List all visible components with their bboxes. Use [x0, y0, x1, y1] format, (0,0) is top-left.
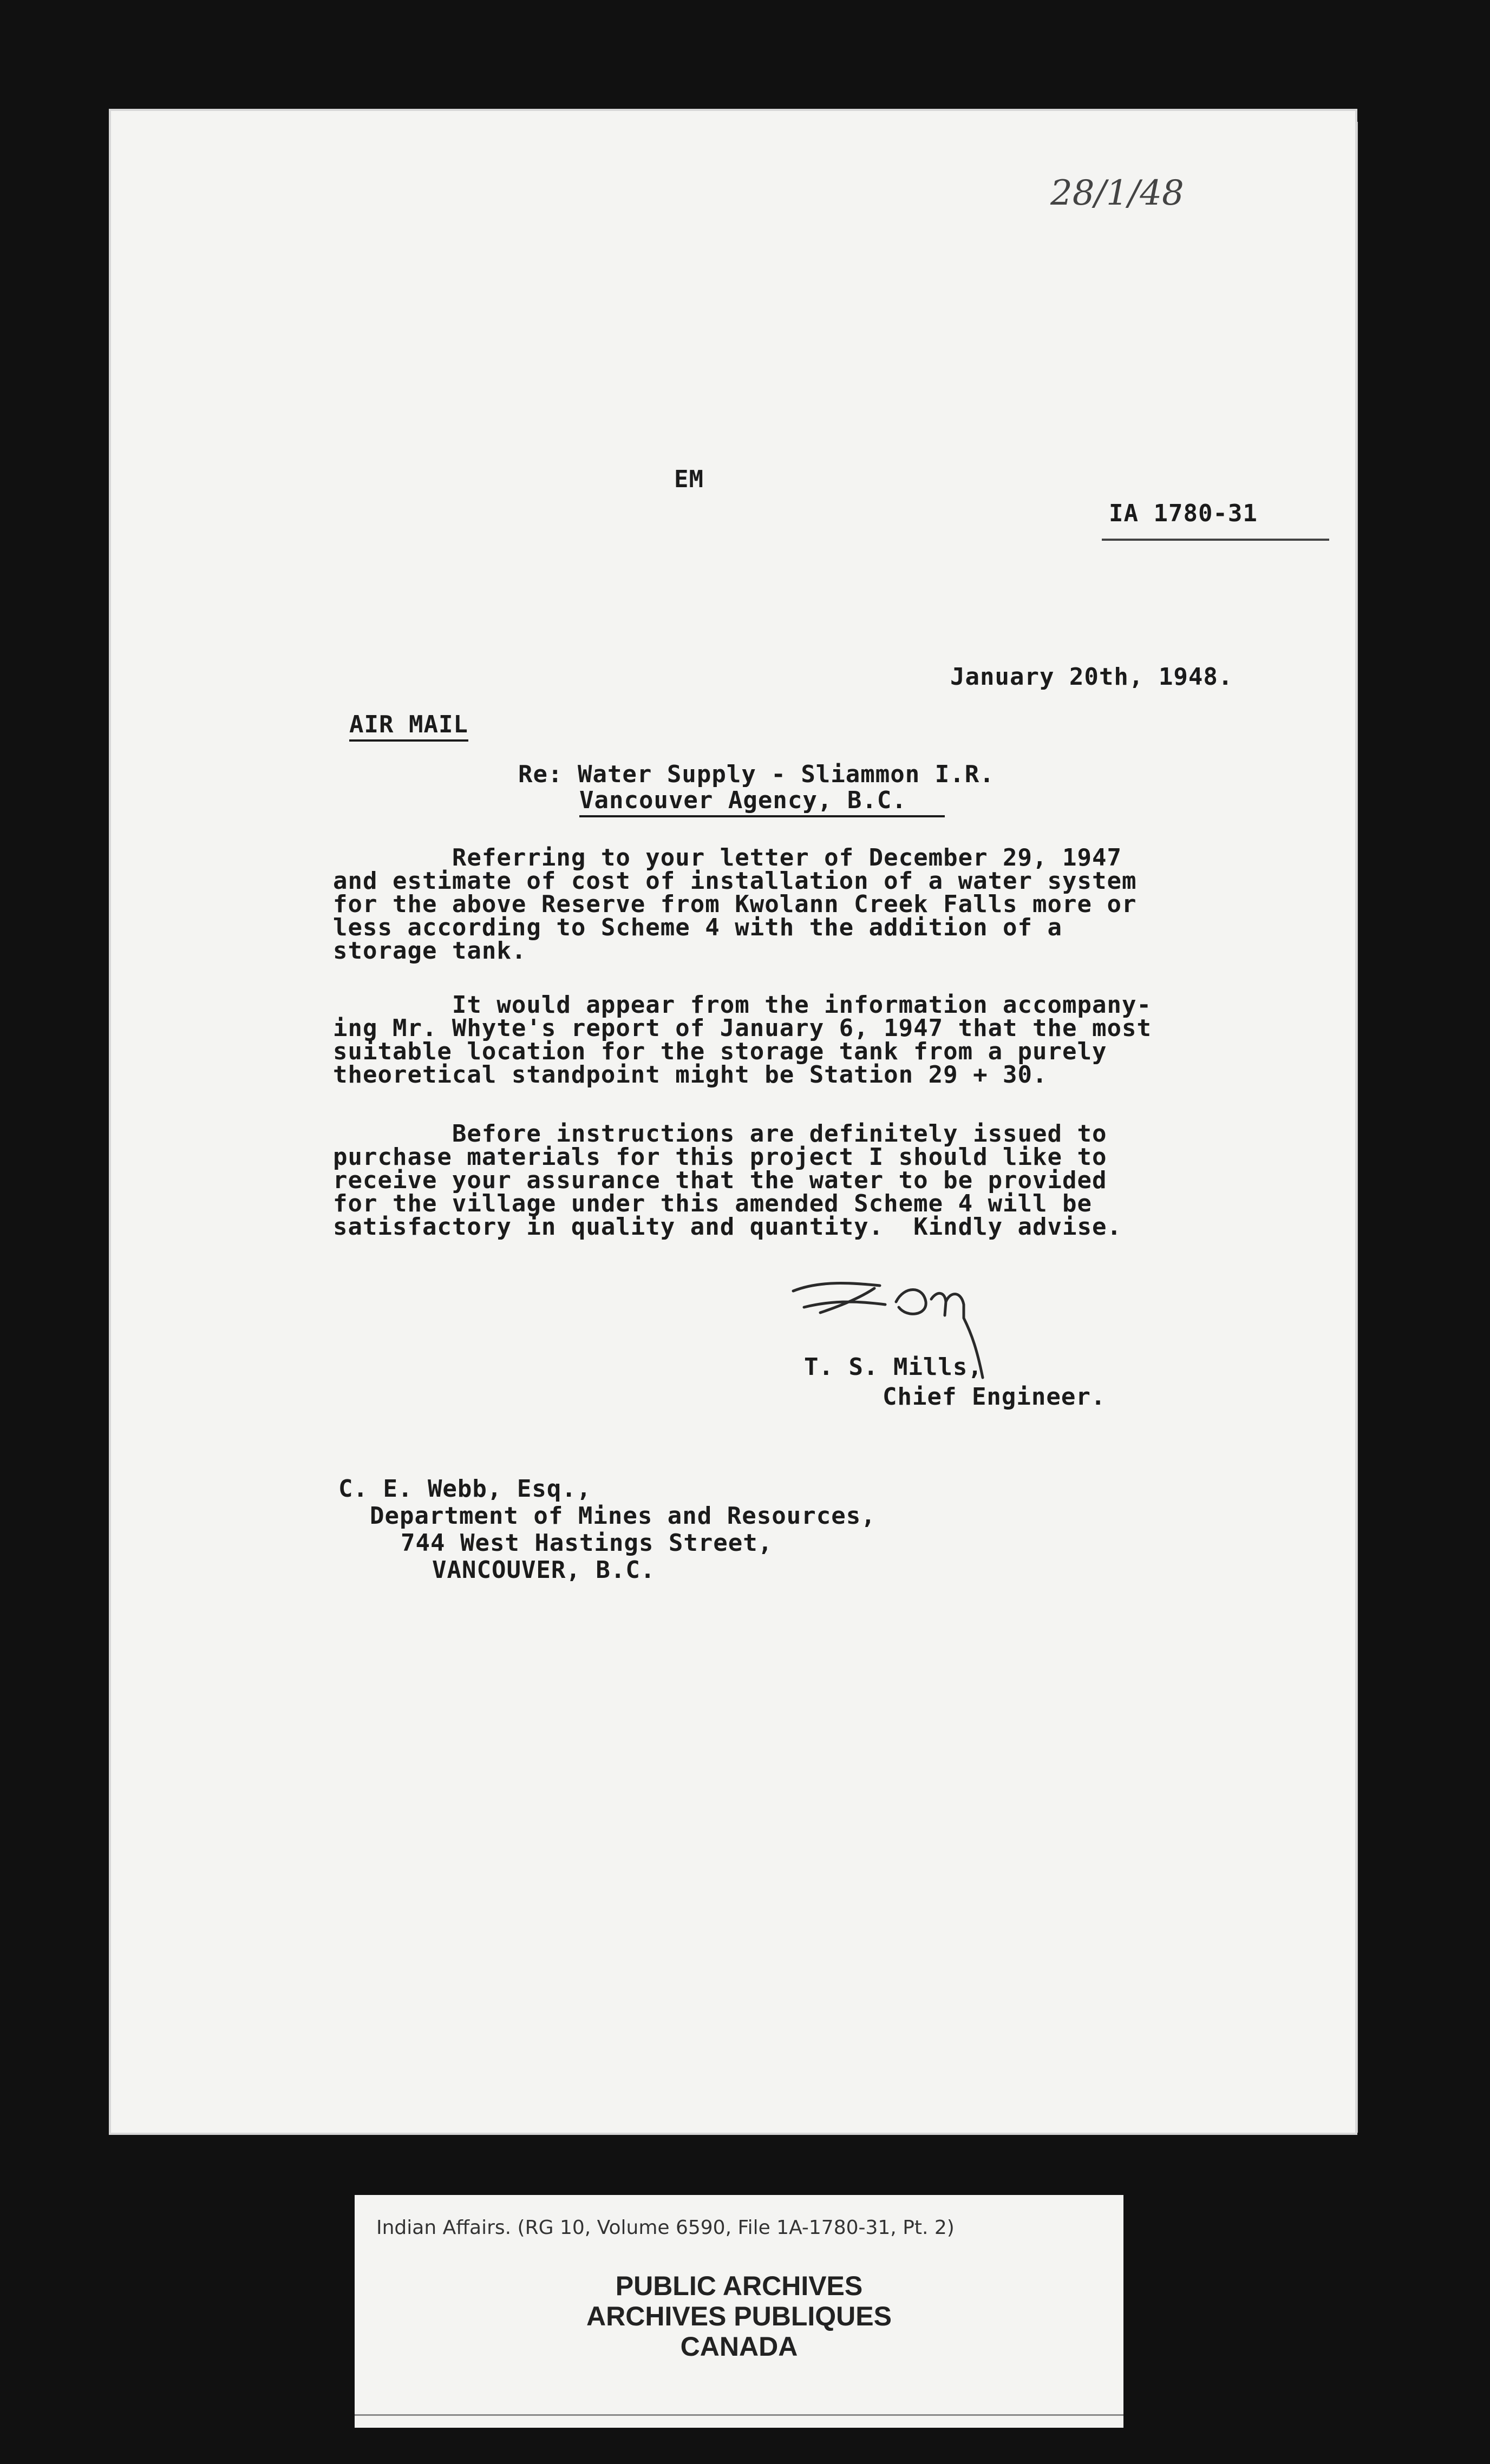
- paragraph-line: less according to Scheme 4 with the addition of a: [333, 914, 1063, 941]
- archive-label: [355, 2195, 1123, 2428]
- typist-initials: EM: [674, 466, 704, 493]
- delivery-method: AIR MAIL: [349, 711, 468, 742]
- letter-date: January 20th, 1948.: [950, 663, 1233, 691]
- archive-reference: Indian Affairs. (RG 10, Volume 6590, File 1A-1780-31, Pt. 2): [376, 2217, 955, 2239]
- paragraph-line: satisfactory in quality and quantity. Kindly advise.: [333, 1213, 1122, 1241]
- signatory-name: T. S. Mills,: [804, 1353, 983, 1381]
- file-number-underline: [1102, 539, 1329, 541]
- archive-line-2: ARCHIVES PUBLIQUES: [586, 2301, 892, 2331]
- archive-stamp: [355, 2271, 1123, 2362]
- paragraph-line: It would appear from the information accompany-: [333, 991, 1152, 1019]
- paragraph-2: [333, 991, 1152, 1089]
- recipient-street: 744 West Hastings Street,: [401, 1529, 773, 1557]
- handwritten-reference: 28/1/48: [1050, 173, 1184, 213]
- recipient-name: C. E. Webb, Esq.,: [338, 1475, 592, 1503]
- recipient-city: VANCOUVER, B.C.: [432, 1556, 656, 1584]
- paragraph-line: theoretical standpoint might be Station 29 + 30.: [333, 1061, 1048, 1089]
- paragraph-line: purchase materials for this project I should like to: [333, 1143, 1107, 1171]
- paragraph-line: storage tank.: [333, 937, 527, 965]
- paragraph-line: Before instructions are definitely issued to: [333, 1120, 1107, 1148]
- signatory-title: Chief Engineer.: [883, 1383, 1106, 1411]
- subject-line-2: Vancouver Agency, B.C.: [579, 787, 945, 817]
- paragraph-line: for the above Reserve from Kwolann Creek Falls more or: [333, 890, 1137, 918]
- recipient-department: Department of Mines and Resources,: [370, 1502, 876, 1530]
- paragraph-line: receive your assurance that the water to be provided: [333, 1167, 1107, 1194]
- paragraph-line: for the village under this amended Scheme 4 will be: [333, 1190, 1093, 1217]
- paragraph-line: suitable location for the storage tank from a purely: [333, 1038, 1107, 1065]
- paragraph-1: [333, 844, 1137, 965]
- file-number: IA 1780-31: [1109, 500, 1258, 527]
- subject-line-1: Re: Water Supply - Sliammon I.R.: [518, 761, 995, 788]
- letter-page: [111, 111, 1355, 2133]
- paragraph-line: and estimate of cost of installation of a water system: [333, 867, 1137, 895]
- paragraph-3: [333, 1120, 1122, 1241]
- paragraph-line: ing Mr. Whyte's report of January 6, 1947 that the most: [333, 1014, 1152, 1042]
- archive-line-1: PUBLIC ARCHIVES: [615, 2271, 863, 2301]
- paragraph-line: Referring to your letter of December 29, 1947: [333, 844, 1122, 871]
- label-bottom-rule: [355, 2414, 1123, 2416]
- archive-line-3: CANADA: [680, 2331, 798, 2362]
